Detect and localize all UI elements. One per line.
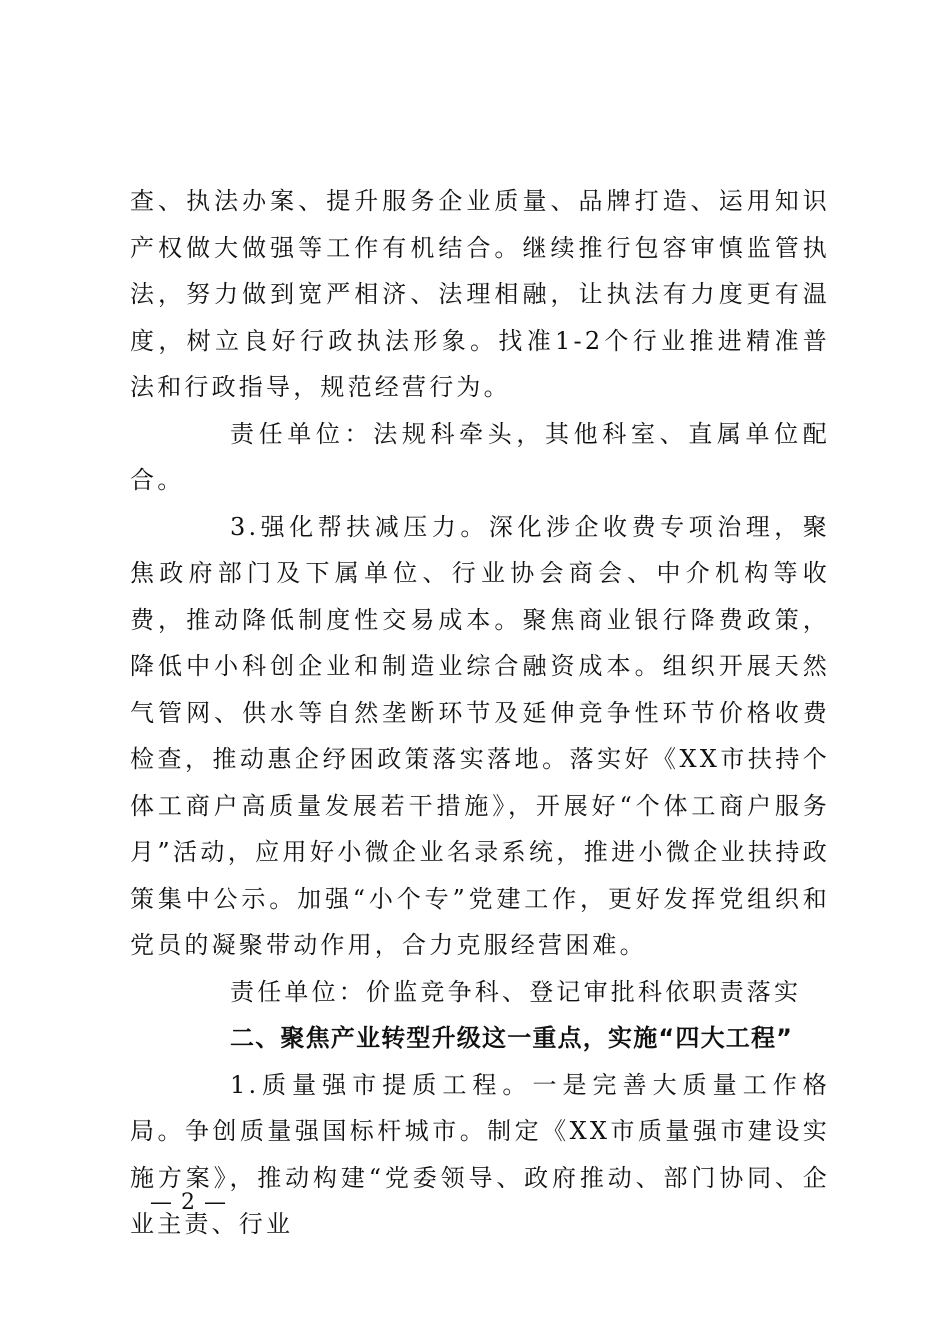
- page-number: — 2 —: [150, 1190, 227, 1215]
- paragraph-continuation: 查、执法办案、提升服务企业质量、品牌打造、运用知识产权做大做强等工作有机结合。继续推行包容审慎监管执法，努力做到宽严相济、法理相融，让执法有力度更有温度，树立良好行政执法形象。找准1-2个行业推进精准普法和行政指导，规范经营行为。: [130, 187, 830, 401]
- body-text: [130, 178, 830, 1248]
- responsibility-note-2: 责任单位：价监竞争科、登记审批科依职责落实: [230, 977, 802, 1006]
- section-heading: 二、聚焦产业转型升级这一重点，实施“四大工程”: [230, 1024, 794, 1052]
- paragraph-item-1: 1.质量强市提质工程。一是完善大质量工作格局。争创质量强国标杆城市。制定《XX市质量强市建设实施方案》，推动构建“党委领导、政府推动、部门协同、企业主责、行业: [130, 1070, 830, 1238]
- paragraph-item-3: 3.强化帮扶减压力。深化涉企收费专项治理，聚焦政府部门及下属单位、行业协会商会、中介机构等收费，推动降低制度性交易成本。聚焦商业银行降费政策，降低中小科创企业和制造业综合融资成本。组织开展天然气管网、供水等自然垄断环节及延伸竞争性环节价格收费检查，推动惠企纾困政策落实落地。落实好《XX市扶持个体工商户高质量发展若干措施》，开展好“个体工商户服务月”活动，应用好小微企业名录系统，推进小微企业扶持政策集中公示。加强“小个专”党建工作，更好发挥党组织和党员的凝聚带动作用，合力克服经营困难。: [130, 512, 830, 959]
- responsibility-note-1: 责任单位：法规科牵头，其他科室、直属单位配合。: [130, 419, 830, 494]
